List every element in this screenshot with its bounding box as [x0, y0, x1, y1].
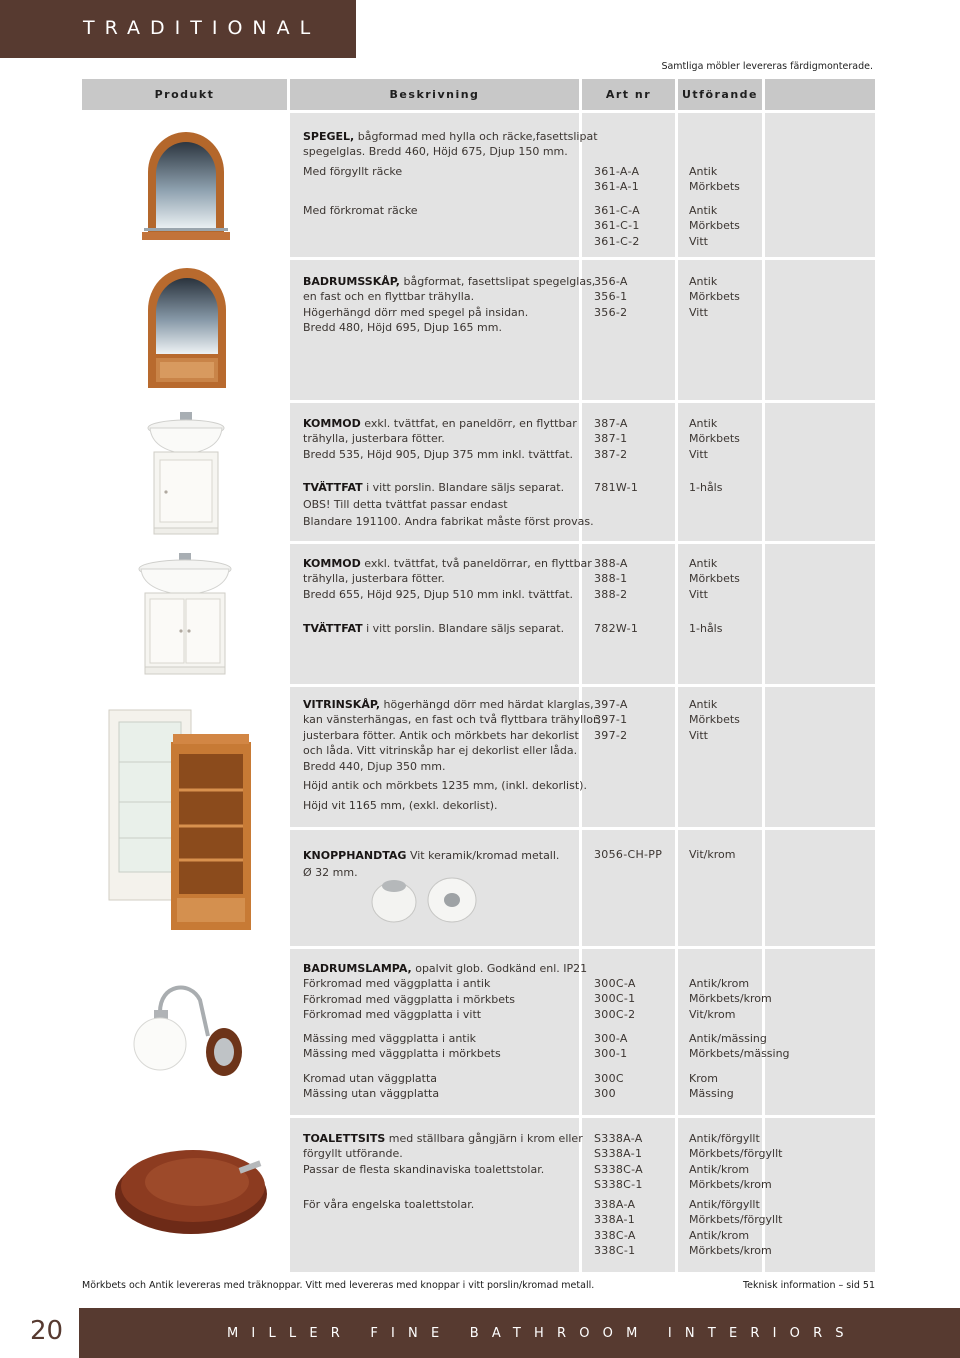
divider-col-3 [675, 113, 678, 1272]
spegel-variant-a-finish: Antik Mörkbets [689, 165, 740, 194]
knopphandtag-finish: Vit/krom [689, 848, 736, 861]
kommod-1-finish: Antik Mörkbets Vitt [689, 417, 740, 461]
tvattfat-2-finish: 1-håls [689, 622, 723, 635]
spegel-variant-b-art: 361-C-A 361-C-1 361-C-2 [594, 204, 640, 248]
spegel-variant-b-finish: Antik Mörkbets Vitt [689, 204, 740, 248]
badrumsskap-finish: Antik Mörkbets Vitt [689, 275, 740, 319]
knob-handles-image [368, 876, 480, 928]
badrumslampa-finish-group-1: Antik/krom Mörkbets/krom Vit/krom [689, 977, 772, 1021]
kommod-1-description: KOMMOD exkl. tvättfat, en paneldörr, en flyttbar trähylla, justerbara fötter. Bredd 535, Höjd 905, Djup 375 mm inkl. tvättfat. [303, 417, 577, 461]
spegel-variant-a-label: Med förgyllt räcke [303, 165, 403, 178]
badrumslampa-art-group-2: 300-A 300-1 [594, 1032, 628, 1061]
badrumslampa-art-group-1: 300C-A 300C-1 300C-2 [594, 977, 636, 1021]
toalettsits-art-group-1: S338A-A S338A-1 S338C-A S338C-1 [594, 1132, 644, 1192]
column-header-description: Beskrivning [290, 79, 579, 110]
page-number-divider [79, 1308, 81, 1358]
cabinet-double-door-image [137, 551, 233, 679]
badrumslampa-finish-group-3: Krom Mässing [689, 1072, 734, 1101]
knob-footnote: Mörkbets och Antik levereras med träknoppar. Vitt med levereras med knoppar i vitt porslin/kromad metall. [82, 1280, 595, 1291]
bathroom-cabinet-image [144, 266, 230, 390]
wall-lamp-image [130, 978, 244, 1078]
badrumslampa-finish-group-2: Antik/mässing Mörkbets/mässing [689, 1032, 790, 1061]
vitrinskap-finish: Antik Mörkbets Vitt [689, 698, 740, 742]
badrumslampa-description: BADRUMSLAMPA, opalvit glob. Godkänd enl. IP21 Förkromad med väggplatta i antik Förkromad med väggplatta i mörkbets Förkromad med väggplatta i vitt [303, 962, 588, 1022]
mirror-image [140, 124, 232, 248]
column-header-product: Produkt [82, 79, 287, 110]
page-number: 20 [30, 1316, 64, 1346]
toalettsits-finish-group-2: Antik/förgyllt Mörkbets/förgyllt Antik/krom Mörkbets/krom [689, 1198, 783, 1258]
column-header-art: Art nr [582, 79, 675, 110]
spegel-variant-b-label: Med förkromat räcke [303, 204, 418, 217]
spegel-variant-a-art: 361-A-A 361-A-1 [594, 165, 640, 194]
technical-info-reference[interactable]: Teknisk information – sid 51 [742, 1280, 875, 1291]
spegel-description: SPEGEL, bågformad med hylla och räcke,fasettslipat [303, 130, 598, 143]
column-header-blank [765, 79, 875, 110]
vitrinskap-description: VITRINSKÅP, högerhängd dörr med härdat klarglas, kan vänsterhängas, en fast och två flyttbara trähyllor, justerbara fötter. Antik och mörkbets har dekorlist och låda. Vitt vitrinskåp har ej dekorlist eller låda. Bredd 440, Djup 350 mm. [303, 698, 602, 773]
kommod-2-art: 388-A 388-1 388-2 [594, 557, 628, 601]
toalettsits-english-note: För våra engelska toalettstolar. [303, 1198, 475, 1211]
tvattfat-2-description: TVÄTTFAT i vitt porslin. Blandare säljs separat. [303, 622, 565, 635]
page-number-box [0, 1308, 80, 1358]
tvattfat-1-finish: 1-håls [689, 481, 723, 494]
divider-col-1 [287, 113, 290, 1272]
badrumslampa-group-3: Kromad utan väggplatta Mässing utan väggplatta [303, 1072, 440, 1101]
tvattfat-2-art: 782W-1 [594, 622, 639, 635]
column-header-finish: Utförande [678, 79, 762, 110]
page-category-title: TRADITIONAL [83, 17, 321, 39]
badrumsskap-art: 356-A 356-1 356-2 [594, 275, 628, 319]
tvattfat-1-art: 781W-1 [594, 481, 639, 494]
vitrinskap-height-antik: Höjd antik och mörkbets 1235 mm, (inkl. dekorlist). [303, 779, 587, 792]
spegel-description-line-2: spegelglas. Bredd 460, Höjd 675, Djup 150 mm. [303, 145, 568, 158]
toalettsits-description: TOALETTSITS med ställbara gångjärn i krom eller förgyllt utförande. Passar de flesta skandinaviska toalettstolar. [303, 1132, 583, 1176]
vitrinskap-art: 397-A 397-1 397-2 [594, 698, 628, 742]
kommod-2-description: KOMMOD exkl. tvättfat, två paneldörrar, en flyttbar trähylla, justerbara fötter. Bredd 655, Höjd 925, Djup 510 mm inkl. tvättfat. [303, 557, 592, 601]
vitrinskap-height-vit: Höjd vit 1165 mm, (exkl. dekorlist). [303, 799, 498, 812]
badrumsskap-description: BADRUMSSKÅP, bågformat, fasettslipat spegelglas, en fast och en flyttbar trähylla. Högerhängd dörr med spegel på insidan. Bredd 480, Höjd 695, Djup 165 mm. [303, 275, 596, 335]
cabinet-single-door-image [146, 410, 226, 538]
title-band [0, 0, 356, 58]
divider-col-4 [762, 113, 765, 1272]
display-cabinet-image [107, 708, 255, 932]
toalettsits-art-group-2: 338A-A 338A-1 338C-A 338C-1 [594, 1198, 636, 1258]
badrumslampa-group-2: Mässing med väggplatta i antik Mässing med väggplatta i mörkbets [303, 1032, 501, 1061]
toilet-seat-image [113, 1142, 269, 1238]
toalettsits-finish-group-1: Antik/förgyllt Mörkbets/förgyllt Antik/krom Mörkbets/krom [689, 1132, 783, 1192]
badrumslampa-art-group-3: 300C 300 [594, 1072, 624, 1101]
kommod-1-art: 387-A 387-1 387-2 [594, 417, 628, 461]
delivery-note: Samtliga möbler levereras färdigmonterade. [661, 61, 873, 72]
knopphandtag-description: KNOPPHANDTAG Vit keramik/kromad metall. Ø 32 mm. [303, 849, 560, 879]
brand-name: MILLER FINE BATHROOM INTERIORS [227, 1326, 857, 1341]
kommod-2-finish: Antik Mörkbets Vitt [689, 557, 740, 601]
tvattfat-1-description: TVÄTTFAT i vitt porslin. Blandare säljs separat. OBS! Till detta tvättfat passar endast Blandare 191100. Andra fabrikat måste först provas. [303, 481, 594, 528]
knopphandtag-art: 3056-CH-PP [594, 848, 663, 861]
